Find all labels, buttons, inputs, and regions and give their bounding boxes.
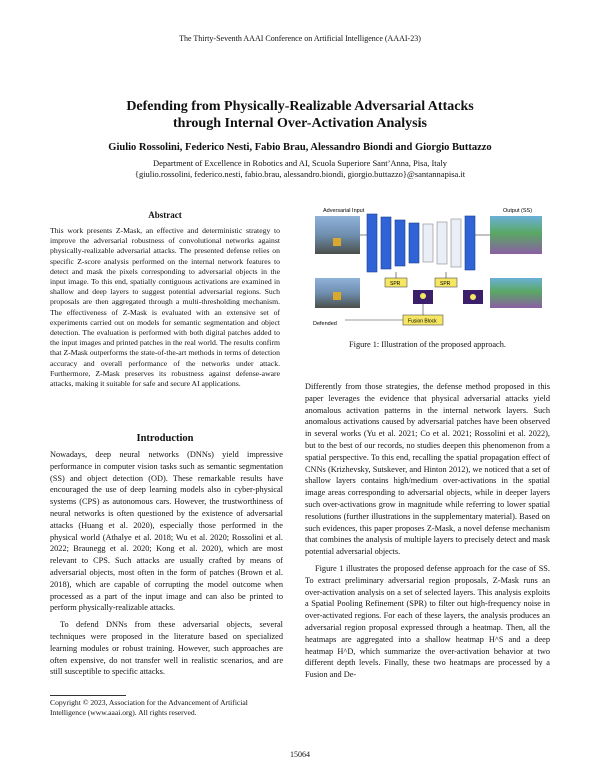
title-line-2: through Internal Over-Activation Analysis bbox=[173, 116, 427, 131]
emails: {giulio.rossolini, federico.nesti, fabio.brau, alessandro.biondi, giorgio.buttazzo}@santannapisa.it bbox=[134, 169, 466, 179]
output-segmentation-bottom bbox=[490, 278, 542, 308]
copyright-footnote: Copyright © 2023, Association for the Advancement of Artificial Intelligence (www.aaai.org). All rights reserved. bbox=[50, 698, 248, 717]
footnote-divider bbox=[50, 695, 126, 696]
intro-paragraph-2: To defend DNNs from these adversarial objects, several techniques were proposed in the literature based on specialized learning modules or robust training. However, such approaches are often expensive, do not transfer well in realistic scenarios, and are still susceptible to specific attacks. bbox=[50, 620, 283, 677]
network-layer-1 bbox=[367, 214, 377, 272]
introduction-heading: Introduction bbox=[136, 433, 194, 444]
label-spr-shallow: SPR bbox=[390, 281, 401, 287]
conference-header: The Thirty-Seventh AAAI Conference on Artificial Intelligence (AAAI-23) bbox=[179, 34, 421, 43]
figure-1-caption: Figure 1: Illustration of the proposed approach. bbox=[349, 340, 506, 349]
network-layer-5 bbox=[423, 224, 433, 262]
input-image-top bbox=[315, 216, 360, 254]
figure-1-diagram bbox=[305, 200, 550, 335]
figure-1 bbox=[305, 200, 550, 335]
network-layer-6 bbox=[437, 222, 447, 264]
label-adversarial-input: Adversarial Input bbox=[323, 208, 365, 214]
network-layer-8 bbox=[465, 216, 475, 270]
heatmap-deep-hotspot bbox=[470, 294, 476, 300]
output-segmentation-top bbox=[490, 216, 542, 254]
abstract-heading: Abstract bbox=[148, 210, 182, 220]
label-fusion-block: Fusion Block bbox=[408, 318, 437, 325]
right-paragraph-2: Figure 1 illustrates the proposed defense approach for the case of SS. To extract preliminary adversarial region proposals, Z-Mask runs an over-activation analysis on a set of selected layers. This analysis exploits a Spatial Pooling Refinement (SPR) to filter out high-frequency noise in over-activated regions. For each of these layers, the analysis produces an adversarial region proposal expressed through a heatmap. Then, all the heatmaps are aggregated into a shallow heatmap H^S and a deep heatmap H^D, which summarize the over-activation behavior at two different depth levels. Finally, these two heatmaps are processed by a Fusion and De- bbox=[305, 563, 550, 680]
network-layer-4 bbox=[409, 223, 419, 263]
right-column-body bbox=[305, 381, 550, 681]
adversarial-patch-top bbox=[333, 238, 341, 246]
adversarial-patch-bottom bbox=[333, 292, 341, 300]
page-number: 15064 bbox=[290, 750, 310, 759]
intro-paragraph-1: Nowadays, deep neural networks (DNNs) yield impressive performance in computer vision tasks such as semantic segmentation (SS) and object detection (OD). These remarkable results have encouraged the use of deep learning models also in cyber-physical systems (CPS) as autonomous cars. However, the trustworthiness of neural networks is often questioned by the existence of adversarial attacks (Huang et al. 2020), especially those performed in the physical world (Athalye et al. 2018; Wu et al. 2020; Rossolini et al. 2022; Braunegg et al. 2020; Kong et al. 2020), which are most relevant to CPS. Such attacks are usually crafted by means of adversarial objects, most often in the form of patches (Brown et al. 2018), which are capable of corrupting the model outcome when processed as a part of the input image and can also be printed to perform physically-realizable attacks. bbox=[50, 450, 283, 613]
authors: Giulio Rossolini, Federico Nesti, Fabio Brau, Alessandro Biondi and Giorgio Buttazzo bbox=[108, 142, 492, 153]
paper-title bbox=[40, 98, 560, 132]
label-output: Output (SS) bbox=[503, 208, 533, 214]
network-layer-3 bbox=[395, 220, 405, 266]
introduction-body bbox=[50, 449, 283, 678]
affiliation-block bbox=[40, 158, 560, 180]
affiliation: Department of Excellence in Robotics and AI, Scuola Superiore Sant’Anna, Pisa, Italy bbox=[152, 158, 448, 168]
heatmap-shallow-hotspot bbox=[420, 293, 426, 299]
network-layer-7 bbox=[451, 219, 461, 267]
label-defended: Defended bbox=[313, 321, 337, 327]
label-spr-deep: SPR bbox=[440, 281, 451, 287]
title-line-1: Defending from Physically-Realizable Adversarial Attacks bbox=[126, 99, 474, 114]
right-paragraph-1: Differently from those strategies, the defense method proposed in this paper leverages the evidence that physical adversarial attacks yield anomalous activation patterns in the internal network layers. Such anomalous activations caused by adversarial patches have been observed in several works (Yu et al. 2021; Co et al. 2021; Rossolini et al. 2022), but to the best of our records, no studies deepen this phenomenon from a spatial perspective. To this end, recalling the spatial propagation effect of CNNs (Krizhevsky, Sutskever, and Hinton 2012), we noticed that a set of shallow layers contains high/medium over-activations in the spatial image areas corresponding to adversarial objects, while in deeper layers such over-activations grow in magnitude while referring to lower spatial resolutions (further illustrations in the supplementary material). Based on such evidences, this paper proposes Z-Mask, a novel defense mechanism that combines the analysis of multiple layers to precisely detect and mask potential adversarial objects. bbox=[305, 382, 550, 557]
abstract-text: This work presents Z-Mask, an effective and deterministic strategy to improve the adversarial robustness of convolutional networks against physically-realizable adversarial attacks. The presented defense relies on specific Z-score analysis performed on the internal network features to detect and mask the pixels corresponding to adversarial objects in the input image. To this end, spatially contiguous activations are examined in shallow and deep layers to suggest potential adversarial regions. Such proposals are then aggregated through a multi-thresholding mechanism. The effectiveness of Z-Mask is evaluated with an extensive set of experiments carried out on models for semantic segmentation and object detection. The evaluation is performed with both digital patches added to the input images and printed patches in the real world. The results confirm that Z-Mask outperforms the state-of-the-art methods in terms of detection accuracy and overall performance of the networks under attack. Furthermore, Z-Mask preserves its robustness against defense-aware attacks, making it suitable for safe and secure AI applications. bbox=[50, 226, 280, 389]
network-layer-2 bbox=[381, 217, 391, 269]
